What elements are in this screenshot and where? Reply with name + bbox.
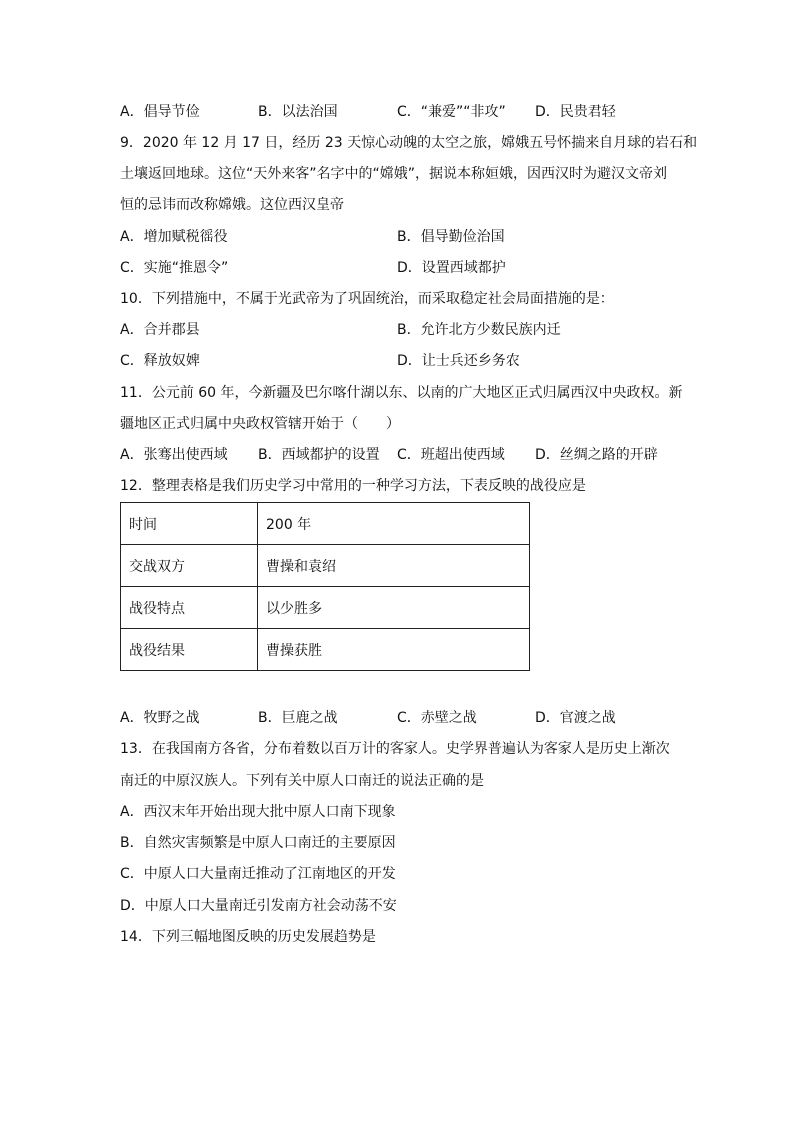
q8-option-d: D．民贵君轻 (535, 104, 616, 120)
table-row (121, 503, 530, 545)
q13-option-c: C．中原人口大量南迁推动了江南地区的开发 (120, 866, 396, 882)
q12-option-a: A．牧野之战 (120, 710, 200, 726)
table-key-cell: 战役特点 (121, 587, 258, 629)
table-row (121, 545, 530, 587)
q9-option-c: C．实施“推恩令” (120, 260, 229, 276)
table-key-cell: 时间 (121, 503, 258, 545)
table-value-cell: 曹操和袁绍 (258, 545, 530, 587)
q13-option-d: D．中原人口大量南迁引发南方社会动荡不安 (120, 898, 397, 914)
q12-stem: 12．整理表格是我们历史学习中常用的一种学习方法，下表反映的战役应是 (120, 478, 586, 494)
table-row (121, 629, 530, 671)
q12-option-d: D．官渡之战 (535, 710, 616, 726)
q9-option-a: A．增加赋税徭役 (120, 229, 228, 245)
q9-option-b: B．倡导勤俭治国 (397, 229, 505, 245)
q13-stem-line-2: 南迁的中原汉族人。下列有关中原人口南迁的说法正确的是 (120, 773, 484, 789)
q11-stem-line-1: 11．公元前 60 年，今新疆及巴尔喀什湖以东、以南的广大地区正式归属西汉中央政权。新 (120, 385, 683, 401)
battle-info-table (120, 502, 530, 671)
table-value-cell: 曹操获胜 (258, 629, 530, 671)
table-value-cell: 200 年 (258, 503, 530, 545)
q13-stem-line-1: 13．在我国南方各省，分布着数以百万计的客家人。史学界普遍认为客家人是历史上渐次 (120, 741, 670, 757)
q11-option-a: A．张骞出使西域 (120, 447, 228, 463)
table-key-cell: 交战双方 (121, 545, 258, 587)
q13-option-a: A．西汉末年开始出现大批中原人口南下现象 (120, 804, 396, 820)
q8-option-b: B．以法治国 (258, 104, 338, 120)
q8-option-a: A．倡导节俭 (120, 104, 200, 120)
q10-option-b: B．允许北方少数民族内迁 (397, 322, 561, 338)
q12-option-c: C．赤壁之战 (397, 710, 477, 726)
q11-option-d: D．丝绸之路的开辟 (535, 447, 658, 463)
q14-stem: 14．下列三幅地图反映的历史发展趋势是 (120, 929, 376, 945)
q10-option-d: D．让士兵还乡务农 (397, 353, 520, 369)
q9-stem-line-1: 9．2020 年 12 月 17 日，经历 23 天惊心动魄的太空之旅，嫦娥五号怀揣来自月球的岩石和 (120, 135, 698, 151)
table-row (121, 587, 530, 629)
q11-option-b: B．西域都护的设置 (258, 447, 380, 463)
q13-option-b: B．自然灾害频繁是中原人口南迁的主要原因 (120, 835, 396, 851)
q10-option-c: C．释放奴婢 (120, 353, 200, 369)
q11-option-c: C．班超出使西域 (397, 447, 505, 463)
q9-stem-line-2: 土壤返回地球。这位“天外来客”名字中的“嫦娥”，据说本称姮娥，因西汉时为避汉文帝刘 (120, 166, 668, 182)
q10-stem: 10．下列措施中，不属于光武帝为了巩固统治，而采取稳定社会局面措施的是： (120, 291, 614, 307)
q9-stem-line-3: 恒的忌讳而改称嫦娥。这位西汉皇帝 (120, 197, 344, 213)
q9-option-d: D．设置西域都护 (397, 260, 506, 276)
table-key-cell: 战役结果 (121, 629, 258, 671)
q12-option-b: B．巨鹿之战 (258, 710, 338, 726)
q11-stem-line-2: 疆地区正式归属中央政权管辖开始于（ ） (120, 416, 400, 432)
table-value-cell: 以少胜多 (258, 587, 530, 629)
q8-option-c: C．“兼爱”“非攻” (397, 104, 506, 120)
q10-option-a: A．合并郡县 (120, 322, 200, 338)
